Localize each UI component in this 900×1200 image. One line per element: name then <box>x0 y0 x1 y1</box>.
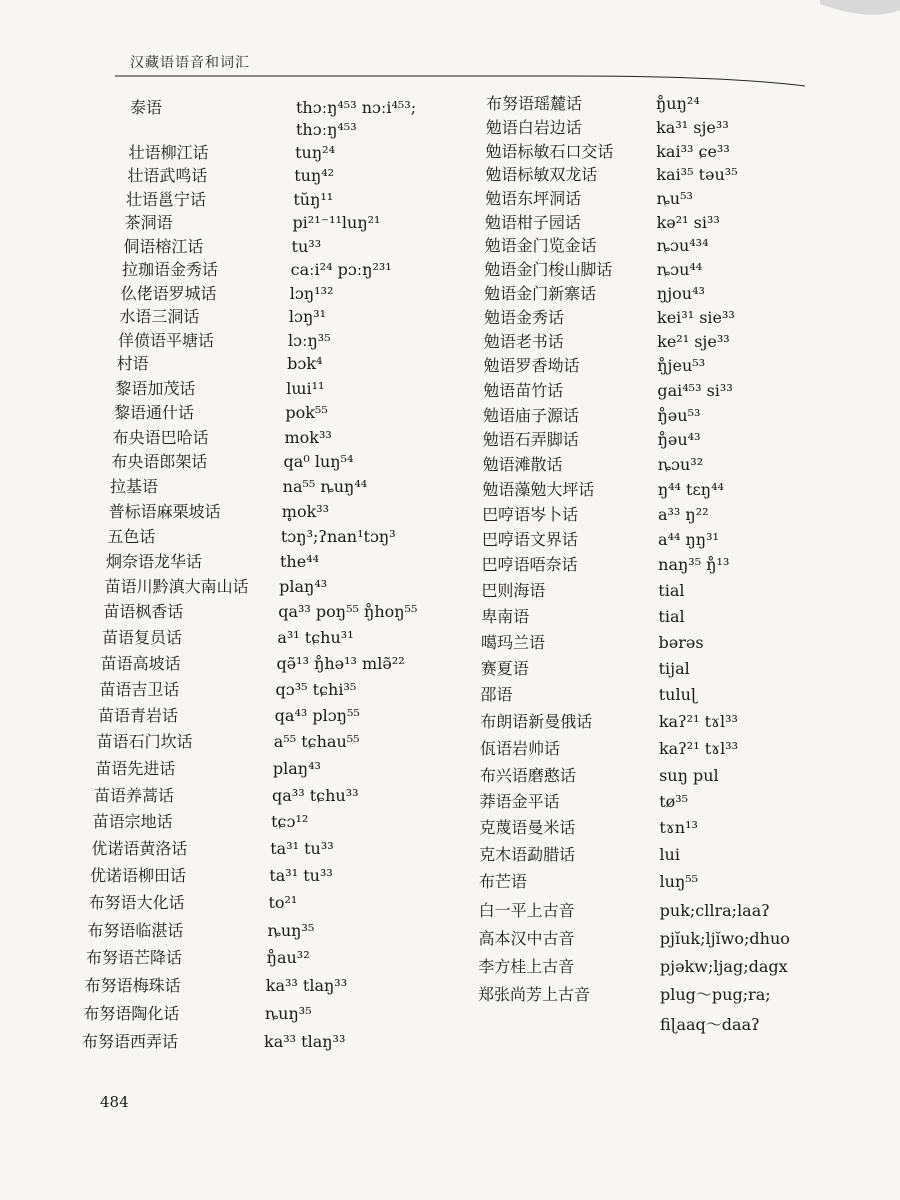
entry-name: 苗语养蒿话 <box>94 786 175 805</box>
entry-form: pjəkw;ljag;dagx <box>659 957 788 976</box>
entry-name: 克蔑语曼米话 <box>479 818 576 837</box>
entry-name: 苗语宗地话 <box>92 812 173 831</box>
entry-name: 佤语岩帅话 <box>480 739 561 758</box>
entry-name: 白一平上古音 <box>478 901 575 920</box>
entry-name: 噶玛兰语 <box>480 633 545 652</box>
entry-name: 仫佬语罗城话 <box>120 284 217 303</box>
entry-form: ka³³ tlaŋ³³ <box>265 976 348 995</box>
entry-form: qa³³ poŋ⁵⁵ ŋ̊hoŋ⁵⁵ <box>278 602 418 621</box>
entry-name: 勉语白岩边话 <box>485 118 582 137</box>
entry-form: ȵuŋ³⁵ <box>264 1004 312 1023</box>
entry-form: naŋ³⁵ ŋ̊¹³ <box>658 555 730 574</box>
entry-form: a⁵⁵ tɕhau⁵⁵ <box>273 732 360 751</box>
entry-form: kai³³ ɕe³³ <box>656 142 730 161</box>
entry-form: puk;cllra;laaʔ <box>659 901 770 920</box>
entry-form: ta³¹ tu³³ <box>270 839 334 858</box>
entry-name: 李方桂上古音 <box>478 957 575 976</box>
entry-name: 勉语标敏双龙话 <box>485 165 598 184</box>
entry-form: bərəs <box>658 633 704 652</box>
entry-form: tuluɭ <box>658 685 697 704</box>
entry-name: 村语 <box>116 354 149 373</box>
entry-name: 勉语苗竹话 <box>483 381 564 400</box>
entry-name: 水语三洞话 <box>119 307 200 326</box>
entry-form: fiɭaaq～daaʔ <box>660 1015 760 1034</box>
entry-form: ka³³ tlaŋ³³ <box>264 1032 346 1051</box>
entry-form: tial <box>658 607 685 626</box>
entry-form: qa³³ tɕhu³³ <box>272 786 359 805</box>
entry-name: 黎语通什话 <box>114 403 195 422</box>
entry-form: ȵɔu³² <box>657 455 704 474</box>
entry-form: ȵu⁵³ <box>656 189 693 208</box>
entry-form: tŭŋ¹¹ <box>293 190 334 209</box>
entry-name: 布努语西弄话 <box>82 1032 179 1051</box>
entry-form: the⁴⁴ <box>280 552 320 571</box>
entry-name: 布努语梅珠话 <box>84 976 181 995</box>
entry-form: ȵɔu⁴⁴ <box>656 260 703 279</box>
entry-name: 赛夏语 <box>480 659 529 678</box>
entry-name: 苗语川黔滇大南山话 <box>104 577 249 596</box>
entry-form: tuŋ²⁴ <box>295 143 335 162</box>
entry-name: 布央语郎架话 <box>111 452 208 471</box>
entry-form: m̥ok³³ <box>281 502 330 521</box>
entry-form: tɔŋ³;ʔnan¹tɔŋ³ <box>280 527 396 546</box>
entry-name: 勉语罗香坳话 <box>483 356 580 375</box>
entry-name: 侗语榕江话 <box>123 237 204 256</box>
entry-name: 茶洞语 <box>124 213 173 232</box>
entry-name: 克木语勐腊话 <box>479 845 576 864</box>
entry-name: 郑张尚芳上古音 <box>478 985 591 1004</box>
entry-name: 勉语金门新寨话 <box>484 284 597 303</box>
entry-name: 布芒语 <box>478 872 527 891</box>
entry-name: 巴则海语 <box>481 581 546 600</box>
entry-name: 巴哼语文界话 <box>481 530 578 549</box>
entry-form: kaʔ²¹ tɤl³³ <box>658 712 738 731</box>
entry-name: 苗语石门坎话 <box>96 732 193 751</box>
entry-form: ŋ̊uŋ²⁴ <box>656 94 700 113</box>
entry-form: ȵuŋ³⁵ <box>267 921 315 940</box>
entry-name: 莽语金平话 <box>479 792 560 811</box>
entry-form: kə²¹ si³³ <box>656 213 720 232</box>
entry-name: 布努语临湛话 <box>87 921 184 940</box>
entry-name: 壮语柳江话 <box>128 143 209 162</box>
entry-name: 勉语老书话 <box>483 332 564 351</box>
entry-form: ŋ⁴⁴ tɛŋ⁴⁴ <box>657 480 724 499</box>
entry-form: ka³¹ sje³³ <box>656 118 729 137</box>
entry-name: 勉语金门梭山脚话 <box>484 260 613 279</box>
entry-name: 拉基语 <box>110 477 159 496</box>
entry-name: 勉语石弄脚话 <box>482 430 579 449</box>
entry-form: plug～pug;ra; <box>660 985 771 1004</box>
entry-form: plaŋ⁴³ <box>279 577 328 596</box>
entry-name: 泰语 <box>130 98 163 117</box>
header-rule <box>115 60 805 100</box>
entry-form: a⁴⁴ ŋŋ³¹ <box>658 530 719 549</box>
entry-name: 炯奈语龙华话 <box>106 552 203 571</box>
entry-name: 壮语武鸣话 <box>127 166 208 185</box>
entry-name: 壮语邕宁话 <box>126 190 207 209</box>
entry-name: 布努语瑶麓话 <box>486 94 583 113</box>
entry-form: kei³¹ sie³³ <box>657 308 735 327</box>
entry-form: ȵɔu⁴³⁴ <box>656 236 709 255</box>
entry-name: 优诺语柳田话 <box>90 866 187 885</box>
entry-form: qɔ³⁵ tɕhi³⁵ <box>275 680 357 699</box>
entry-form: tuŋ⁴² <box>294 166 335 185</box>
entry-form: pok⁵⁵ <box>285 403 328 422</box>
entry-name: 普标语麻栗坡话 <box>108 502 221 521</box>
entry-form: qa⁴³ plɔŋ⁵⁵ <box>274 706 360 725</box>
entry-form: mok³³ <box>284 428 332 447</box>
entry-form: to²¹ <box>268 893 298 912</box>
entry-form: lui <box>659 845 680 864</box>
entry-form: lɔŋ¹³² <box>289 284 334 303</box>
entry-name: 卑南语 <box>481 607 530 626</box>
entry-name: 佯偾语平塘话 <box>118 331 215 350</box>
entry-name: 勉语东坪洞话 <box>485 189 582 208</box>
entry-form: ŋ̊au³² <box>266 948 310 967</box>
page-number: 484 <box>100 1093 129 1111</box>
entry-form: caːi²⁴ pɔːŋ²³¹ <box>290 260 392 279</box>
entry-name: 勉语柑子园话 <box>484 213 581 232</box>
entry-form: gai⁴⁵³ si³³ <box>657 381 733 400</box>
entry-form: a³³ ŋ²² <box>657 505 709 524</box>
entry-form: luŋ⁵⁵ <box>659 872 699 891</box>
entry-form: thɔːŋ⁴⁵³ <box>296 120 357 139</box>
entry-name: 苗语吉卫话 <box>99 680 180 699</box>
entry-name: 布朗语新曼俄话 <box>480 712 593 731</box>
entry-name: 勉语庙子源话 <box>483 406 580 425</box>
entry-form: lɔŋ³¹ <box>288 307 327 326</box>
entry-form: qə̃¹³ ŋ̊hə¹³ mlə̃²² <box>276 654 405 673</box>
entry-name: 布央语巴哈话 <box>112 428 209 447</box>
entry-form: tial <box>658 581 685 600</box>
entry-form: ŋ̊əu⁵³ <box>657 406 701 425</box>
entry-form: tu³³ <box>291 237 322 256</box>
entry-form: kaʔ²¹ tɤl³³ <box>658 739 739 758</box>
page-corner-shadow <box>810 0 900 30</box>
entry-name: 五色话 <box>107 527 156 546</box>
entry-name: 勉语金门览金话 <box>484 236 597 255</box>
entry-form: ŋ̊əu⁴³ <box>657 430 701 449</box>
entry-form: tø³⁵ <box>659 792 689 811</box>
entry-form: thɔːŋ⁴⁵³ nɔːi⁴⁵³; <box>296 98 417 117</box>
entry-form: plaŋ⁴³ <box>272 759 321 778</box>
entry-form: pi²¹⁻¹¹luŋ²¹ <box>292 213 381 232</box>
entry-form: ŋ̊jeu⁵³ <box>657 356 706 375</box>
entry-form: tijal <box>658 659 690 678</box>
entry-name: 邵语 <box>480 685 513 704</box>
entry-name: 布兴语磨憨话 <box>479 766 576 785</box>
entry-form: qa⁰ luŋ⁵⁴ <box>283 452 354 471</box>
entry-form: tɕɔ¹² <box>271 812 309 831</box>
entry-name: 苗语复员话 <box>102 628 183 647</box>
entry-form: bɔk⁴ <box>287 354 323 373</box>
entry-form: suŋ pul <box>659 766 719 785</box>
entry-name: 勉语藻勉大坪话 <box>482 480 595 499</box>
entry-form: lɔːŋ³⁵ <box>288 331 331 350</box>
entry-form: pjĭuk;ljĭwo;dhuo <box>659 929 790 948</box>
entry-form: kai³⁵ təu³⁵ <box>656 165 738 184</box>
entry-name: 黎语加茂话 <box>115 379 196 398</box>
entry-name: 勉语滩散话 <box>482 455 563 474</box>
entry-name: 布努语大化话 <box>88 893 185 912</box>
entry-form: na⁵⁵ ȵuŋ⁴⁴ <box>282 477 368 496</box>
entry-name: 巴哼语唔奈话 <box>481 555 578 574</box>
entry-name: 优诺语黄洛话 <box>91 839 188 858</box>
entry-name: 勉语标敏石口交话 <box>485 142 614 161</box>
entry-name: 高本汉中古音 <box>478 929 575 948</box>
entry-form: ke²¹ sje³³ <box>657 332 730 351</box>
entry-name: 拉珈语金秀话 <box>122 260 219 279</box>
entry-name: 布努语陶化话 <box>83 1004 180 1023</box>
entry-form: a³¹ tɕhu³¹ <box>277 628 354 647</box>
entry-name: 苗语高坡话 <box>100 654 181 673</box>
entry-name: 勉语金秀话 <box>483 308 564 327</box>
entry-form: ŋjou⁴³ <box>656 284 705 303</box>
entry-form: lɯi¹¹ <box>286 379 325 398</box>
entry-name: 苗语枫香话 <box>103 602 184 621</box>
entry-form: ta³¹ tu³³ <box>269 866 333 885</box>
running-header: 汉藏语语音和词汇 <box>130 55 250 71</box>
entry-name: 苗语先进话 <box>95 759 176 778</box>
entry-name: 布努语芒降话 <box>86 948 183 967</box>
entry-form: tɤn¹³ <box>659 818 698 837</box>
entry-name: 苗语青岩话 <box>98 706 179 725</box>
entry-name: 巴哼语岑卜话 <box>482 505 579 524</box>
